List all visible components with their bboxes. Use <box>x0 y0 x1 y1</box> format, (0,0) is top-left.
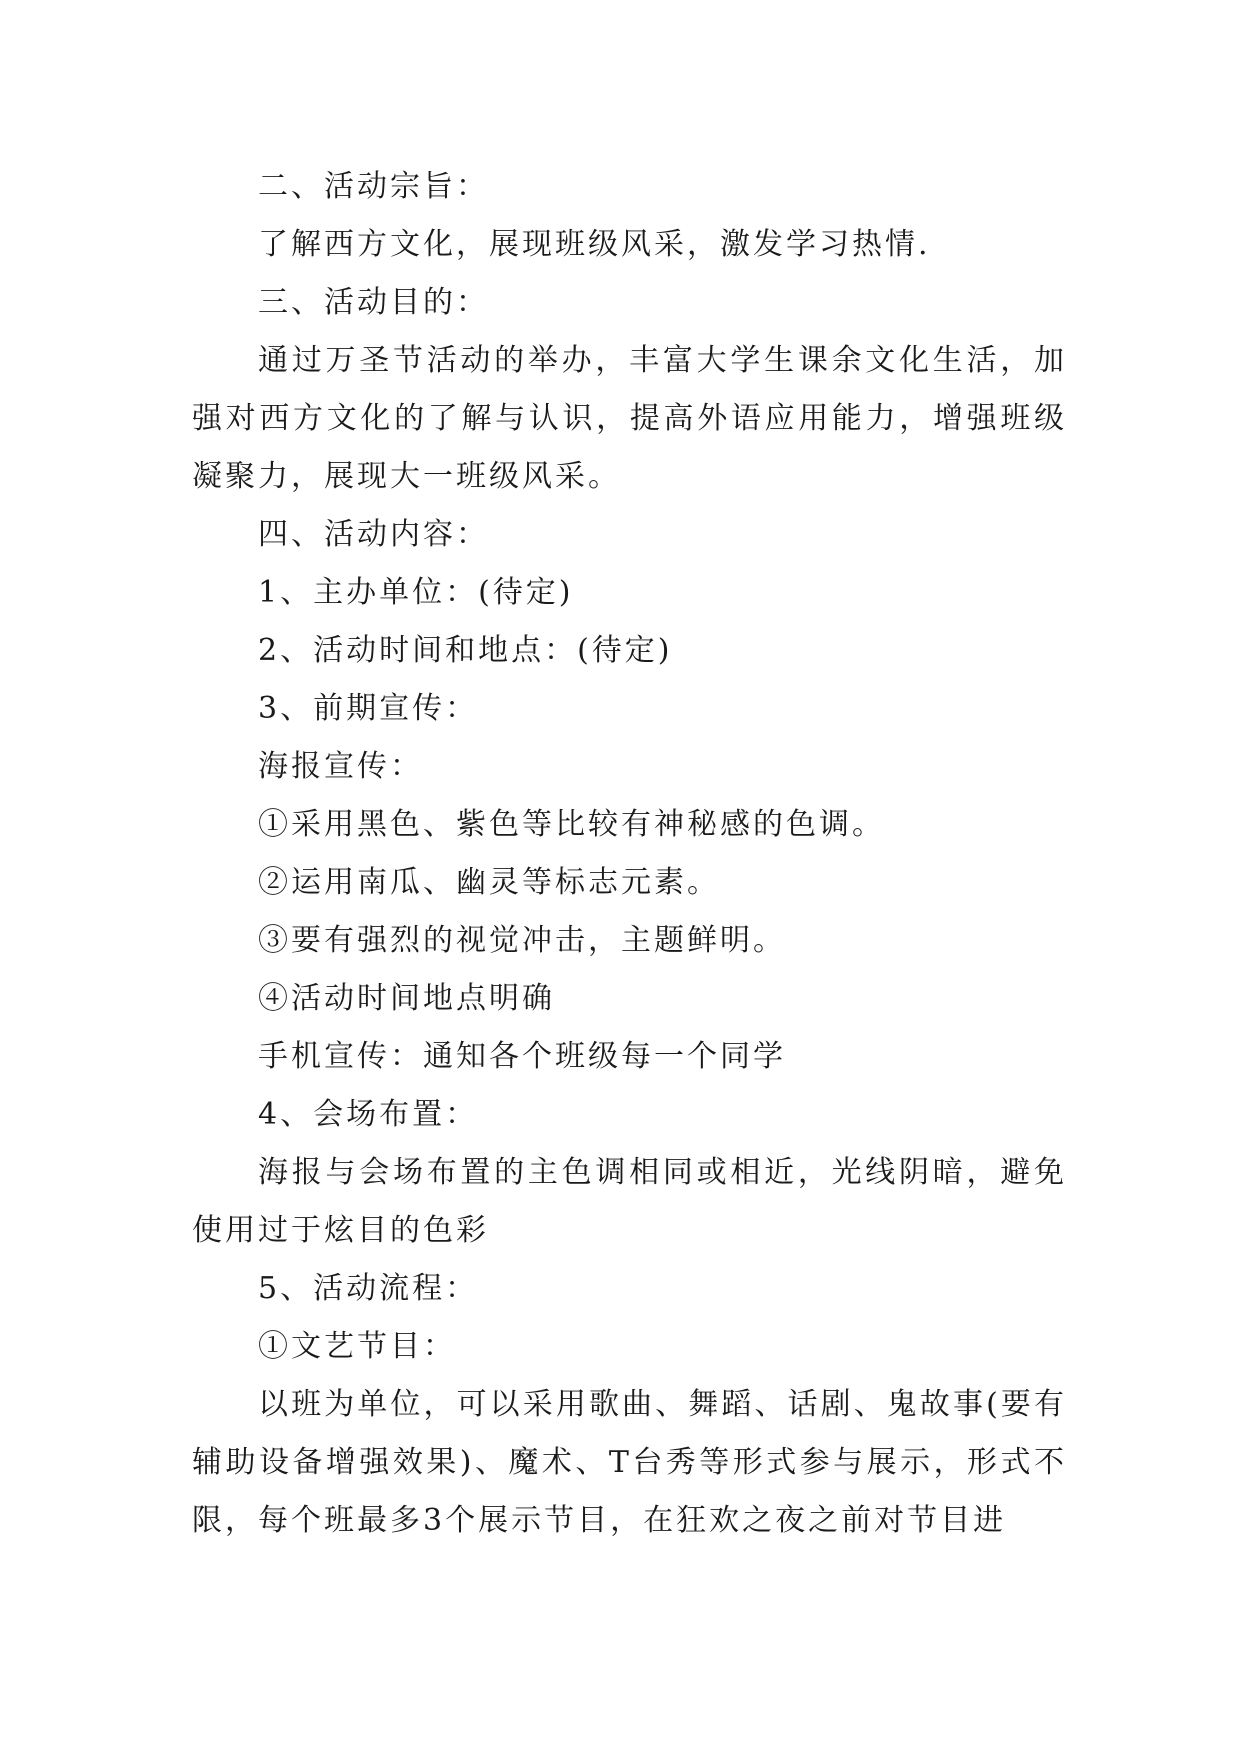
time-place-item: 2、活动时间和地点：(待定) <box>258 633 673 668</box>
phone-publicity: 手机宣传：通知各个班级每一个同学 <box>258 1039 786 1074</box>
poster-publicity-label: 海报宣传： <box>258 749 423 784</box>
poster-point-1: ①采用黑色、紫色等比较有神秘感的色调。 <box>258 807 885 842</box>
venue-item: 4、会场布置： <box>258 1097 479 1132</box>
organizer-item: 1、主办单位：(待定) <box>258 575 574 610</box>
performance-label: ①文艺节目： <box>258 1329 456 1364</box>
process-item: 5、活动流程： <box>258 1271 479 1306</box>
publicity-item: 3、前期宣传： <box>258 691 479 726</box>
poster-point-3: ③要有强烈的视觉冲击，主题鲜明。 <box>258 923 786 958</box>
venue-text: 海报与会场布置的主色调相同或相近，光线阴暗，避免使用过于炫目的色彩 <box>192 1155 1067 1248</box>
heading-purpose: 二、活动宗旨： <box>258 169 489 204</box>
heading-content: 四、活动内容： <box>258 517 489 552</box>
poster-point-4: ④活动时间地点明确 <box>258 981 555 1016</box>
heading-goal: 三、活动目的： <box>258 285 489 320</box>
performance-text: 以班为单位，可以采用歌曲、舞蹈、话剧、鬼故事(要有辅助设备增强效果)、魔术、T台秀等形式参与展示，形式不限，每个班最多3个展示节目，在狂欢之夜之前对节目进 <box>192 1387 1067 1538</box>
document-body <box>192 158 1067 1550</box>
purpose-text: 了解西方文化，展现班级风采，激发学习热情. <box>258 227 931 262</box>
poster-point-2: ②运用南瓜、幽灵等标志元素。 <box>258 865 720 900</box>
goal-text: 通过万圣节活动的举办，丰富大学生课余文化生活，加强对西方文化的了解与认识，提高外语应用能力，增强班级凝聚力，展现大一班级风采。 <box>192 343 1067 494</box>
